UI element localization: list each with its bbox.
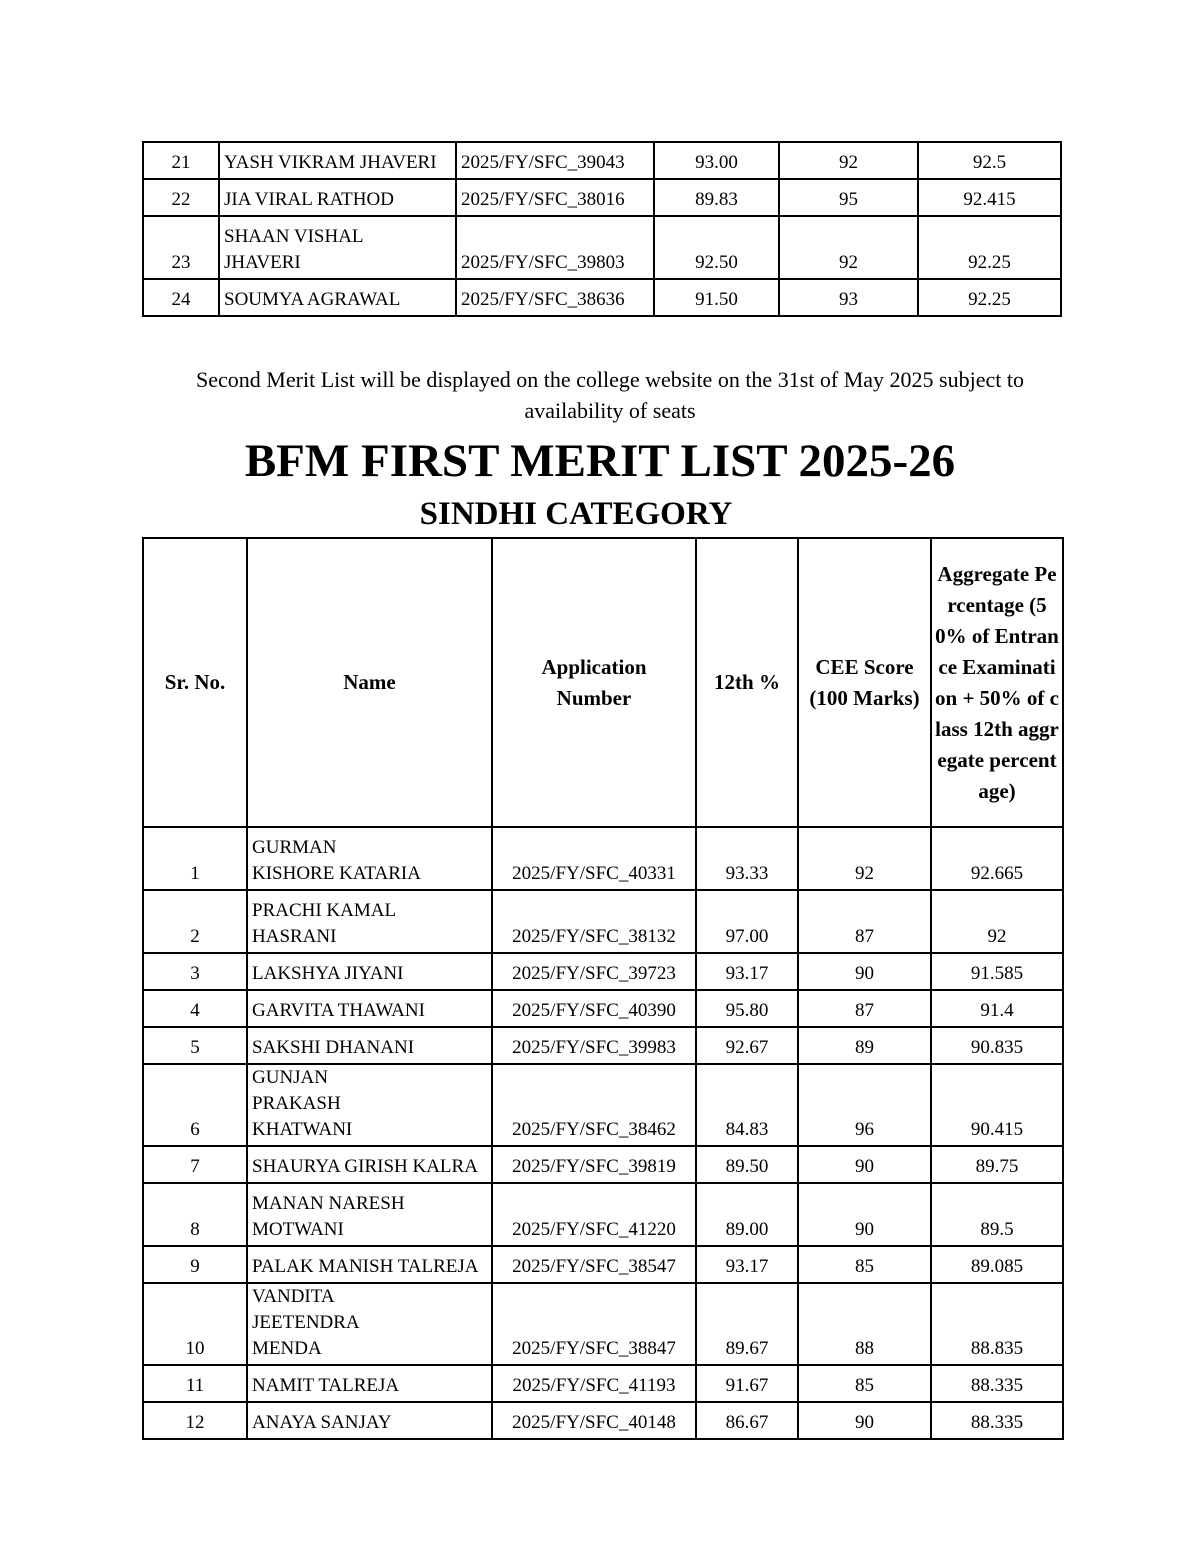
header-cee-score: CEE Score (100 Marks) [798, 538, 931, 827]
name-cell: ANAYA SANJAY [247, 1402, 492, 1439]
application-number-cell: 2025/FY/SFC_41220 [492, 1183, 696, 1246]
table-row [143, 1283, 1063, 1365]
application-number-cell: 2025/FY/SFC_39043 [456, 142, 654, 179]
cee-score-cell: 90 [798, 1402, 931, 1439]
table-row [143, 953, 1063, 990]
category-subtitle: SINDHI CATEGORY [419, 496, 733, 532]
sr-no-cell: 8 [143, 1183, 247, 1246]
sr-no-cell: 3 [143, 953, 247, 990]
header-aggregate-percentage: Aggregate Percentage (50% of Entrance Examination + 50% of class 12th aggregate percentage) [931, 538, 1063, 827]
sr-no-cell: 24 [143, 279, 219, 316]
header-twelfth-percent: 12th % [696, 538, 798, 827]
aggregate-cell: 91.585 [931, 953, 1063, 990]
twelfth-percent-cell: 89.67 [696, 1283, 798, 1365]
name-cell: GURMAN KISHORE KATARIA [247, 827, 492, 890]
header-application-number: Application Number [492, 538, 696, 827]
application-number-cell: 2025/FY/SFC_38636 [456, 279, 654, 316]
name-cell: GARVITA THAWANI [247, 990, 492, 1027]
table-row [143, 827, 1063, 890]
twelfth-percent-cell: 86.67 [696, 1402, 798, 1439]
twelfth-percent-cell: 93.17 [696, 953, 798, 990]
cee-score-cell: 89 [798, 1027, 931, 1064]
table-row [143, 1027, 1063, 1064]
name-cell: LAKSHYA JIYANI [247, 953, 492, 990]
previous-merit-table [142, 141, 1062, 317]
aggregate-cell: 92 [931, 890, 1063, 953]
header-sr-no: Sr. No. [143, 538, 247, 827]
table-row [143, 1064, 1063, 1146]
name-cell: PRACHI KAMAL HASRANI [247, 890, 492, 953]
name-cell: SAKSHI DHANANI [247, 1027, 492, 1064]
cee-score-cell: 90 [798, 1183, 931, 1246]
sr-no-cell: 5 [143, 1027, 247, 1064]
twelfth-percent-cell: 89.83 [654, 179, 779, 216]
application-number-cell: 2025/FY/SFC_39803 [456, 216, 654, 279]
table-row [143, 279, 1061, 316]
sr-no-cell: 12 [143, 1402, 247, 1439]
second-merit-list-notice: Second Merit List will be displayed on the college website on the 31st of May 2025 subject to availability of seats [196, 367, 1024, 423]
aggregate-cell: 92.5 [918, 142, 1061, 179]
name-cell: SOUMYA AGRAWAL [219, 279, 456, 316]
cee-score-cell: 88 [798, 1283, 931, 1365]
application-number-cell: 2025/FY/SFC_40331 [492, 827, 696, 890]
aggregate-cell: 89.75 [931, 1146, 1063, 1183]
aggregate-cell: 92.25 [918, 279, 1061, 316]
sr-no-cell: 10 [143, 1283, 247, 1365]
twelfth-percent-cell: 92.50 [654, 216, 779, 279]
cee-score-cell: 90 [798, 953, 931, 990]
application-number-cell: 2025/FY/SFC_38016 [456, 179, 654, 216]
aggregate-cell: 88.335 [931, 1365, 1063, 1402]
name-cell: SHAURYA GIRISH KALRA [247, 1146, 492, 1183]
aggregate-cell: 91.4 [931, 990, 1063, 1027]
twelfth-percent-cell: 95.80 [696, 990, 798, 1027]
page-title: BFM FIRST MERIT LIST 2025-26 [244, 435, 956, 487]
table-row [143, 1183, 1063, 1246]
cee-score-cell: 90 [798, 1146, 931, 1183]
aggregate-cell: 89.5 [931, 1183, 1063, 1246]
sr-no-cell: 11 [143, 1365, 247, 1402]
sr-no-cell: 23 [143, 216, 219, 279]
name-cell: NAMIT TALREJA [247, 1365, 492, 1402]
name-cell: YASH VIKRAM JHAVERI [219, 142, 456, 179]
twelfth-percent-cell: 89.50 [696, 1146, 798, 1183]
aggregate-cell: 92.25 [918, 216, 1061, 279]
twelfth-percent-cell: 84.83 [696, 1064, 798, 1146]
application-number-cell: 2025/FY/SFC_40390 [492, 990, 696, 1027]
aggregate-cell: 90.415 [931, 1064, 1063, 1146]
table-row [143, 179, 1061, 216]
sr-no-cell: 7 [143, 1146, 247, 1183]
name-cell: MANAN NARESH MOTWANI [247, 1183, 492, 1246]
table-row [143, 1402, 1063, 1439]
twelfth-percent-cell: 92.67 [696, 1027, 798, 1064]
application-number-cell: 2025/FY/SFC_39983 [492, 1027, 696, 1064]
cee-score-cell: 87 [798, 890, 931, 953]
twelfth-percent-cell: 89.00 [696, 1183, 798, 1246]
table-row [143, 990, 1063, 1027]
application-number-cell: 2025/FY/SFC_39723 [492, 953, 696, 990]
application-number-cell: 2025/FY/SFC_41193 [492, 1365, 696, 1402]
twelfth-percent-cell: 93.17 [696, 1246, 798, 1283]
cee-score-cell: 85 [798, 1246, 931, 1283]
sr-no-cell: 2 [143, 890, 247, 953]
name-cell: SHAAN VISHAL JHAVERI [219, 216, 456, 279]
previous-merit-table-body [143, 142, 1061, 316]
table-row [143, 1246, 1063, 1283]
sr-no-cell: 21 [143, 142, 219, 179]
application-number-cell: 2025/FY/SFC_38462 [492, 1064, 696, 1146]
aggregate-cell: 92.665 [931, 827, 1063, 890]
application-number-cell: 2025/FY/SFC_38132 [492, 890, 696, 953]
twelfth-percent-cell: 93.00 [654, 142, 779, 179]
name-cell: GUNJAN PRAKASH KHATWANI [247, 1064, 492, 1146]
twelfth-percent-cell: 93.33 [696, 827, 798, 890]
sr-no-cell: 6 [143, 1064, 247, 1146]
cee-score-cell: 92 [798, 827, 931, 890]
twelfth-percent-cell: 91.50 [654, 279, 779, 316]
sr-no-cell: 4 [143, 990, 247, 1027]
table-header-row [143, 538, 1063, 827]
aggregate-cell: 92.415 [918, 179, 1061, 216]
sr-no-cell: 22 [143, 179, 219, 216]
application-number-cell: 2025/FY/SFC_38847 [492, 1283, 696, 1365]
application-number-cell: 2025/FY/SFC_39819 [492, 1146, 696, 1183]
sr-no-cell: 9 [143, 1246, 247, 1283]
sindhi-merit-table-body [143, 827, 1063, 1439]
cee-score-cell: 85 [798, 1365, 931, 1402]
application-number-cell: 2025/FY/SFC_40148 [492, 1402, 696, 1439]
name-cell: PALAK MANISH TALREJA [247, 1246, 492, 1283]
name-cell: JIA VIRAL RATHOD [219, 179, 456, 216]
aggregate-cell: 90.835 [931, 1027, 1063, 1064]
cee-score-cell: 93 [779, 279, 918, 316]
header-name: Name [247, 538, 492, 827]
name-cell: VANDITA JEETENDRA MENDA [247, 1283, 492, 1365]
twelfth-percent-cell: 91.67 [696, 1365, 798, 1402]
twelfth-percent-cell: 97.00 [696, 890, 798, 953]
cee-score-cell: 92 [779, 216, 918, 279]
cee-score-cell: 95 [779, 179, 918, 216]
table-row [143, 216, 1061, 279]
table-row [143, 142, 1061, 179]
aggregate-cell: 88.835 [931, 1283, 1063, 1365]
cee-score-cell: 87 [798, 990, 931, 1027]
aggregate-cell: 88.335 [931, 1402, 1063, 1439]
sindhi-merit-table [142, 537, 1064, 1440]
sr-no-cell: 1 [143, 827, 247, 890]
aggregate-cell: 89.085 [931, 1246, 1063, 1283]
table-row [143, 1146, 1063, 1183]
application-number-cell: 2025/FY/SFC_38547 [492, 1246, 696, 1283]
table-row [143, 1365, 1063, 1402]
cee-score-cell: 96 [798, 1064, 931, 1146]
table-row [143, 890, 1063, 953]
cee-score-cell: 92 [779, 142, 918, 179]
